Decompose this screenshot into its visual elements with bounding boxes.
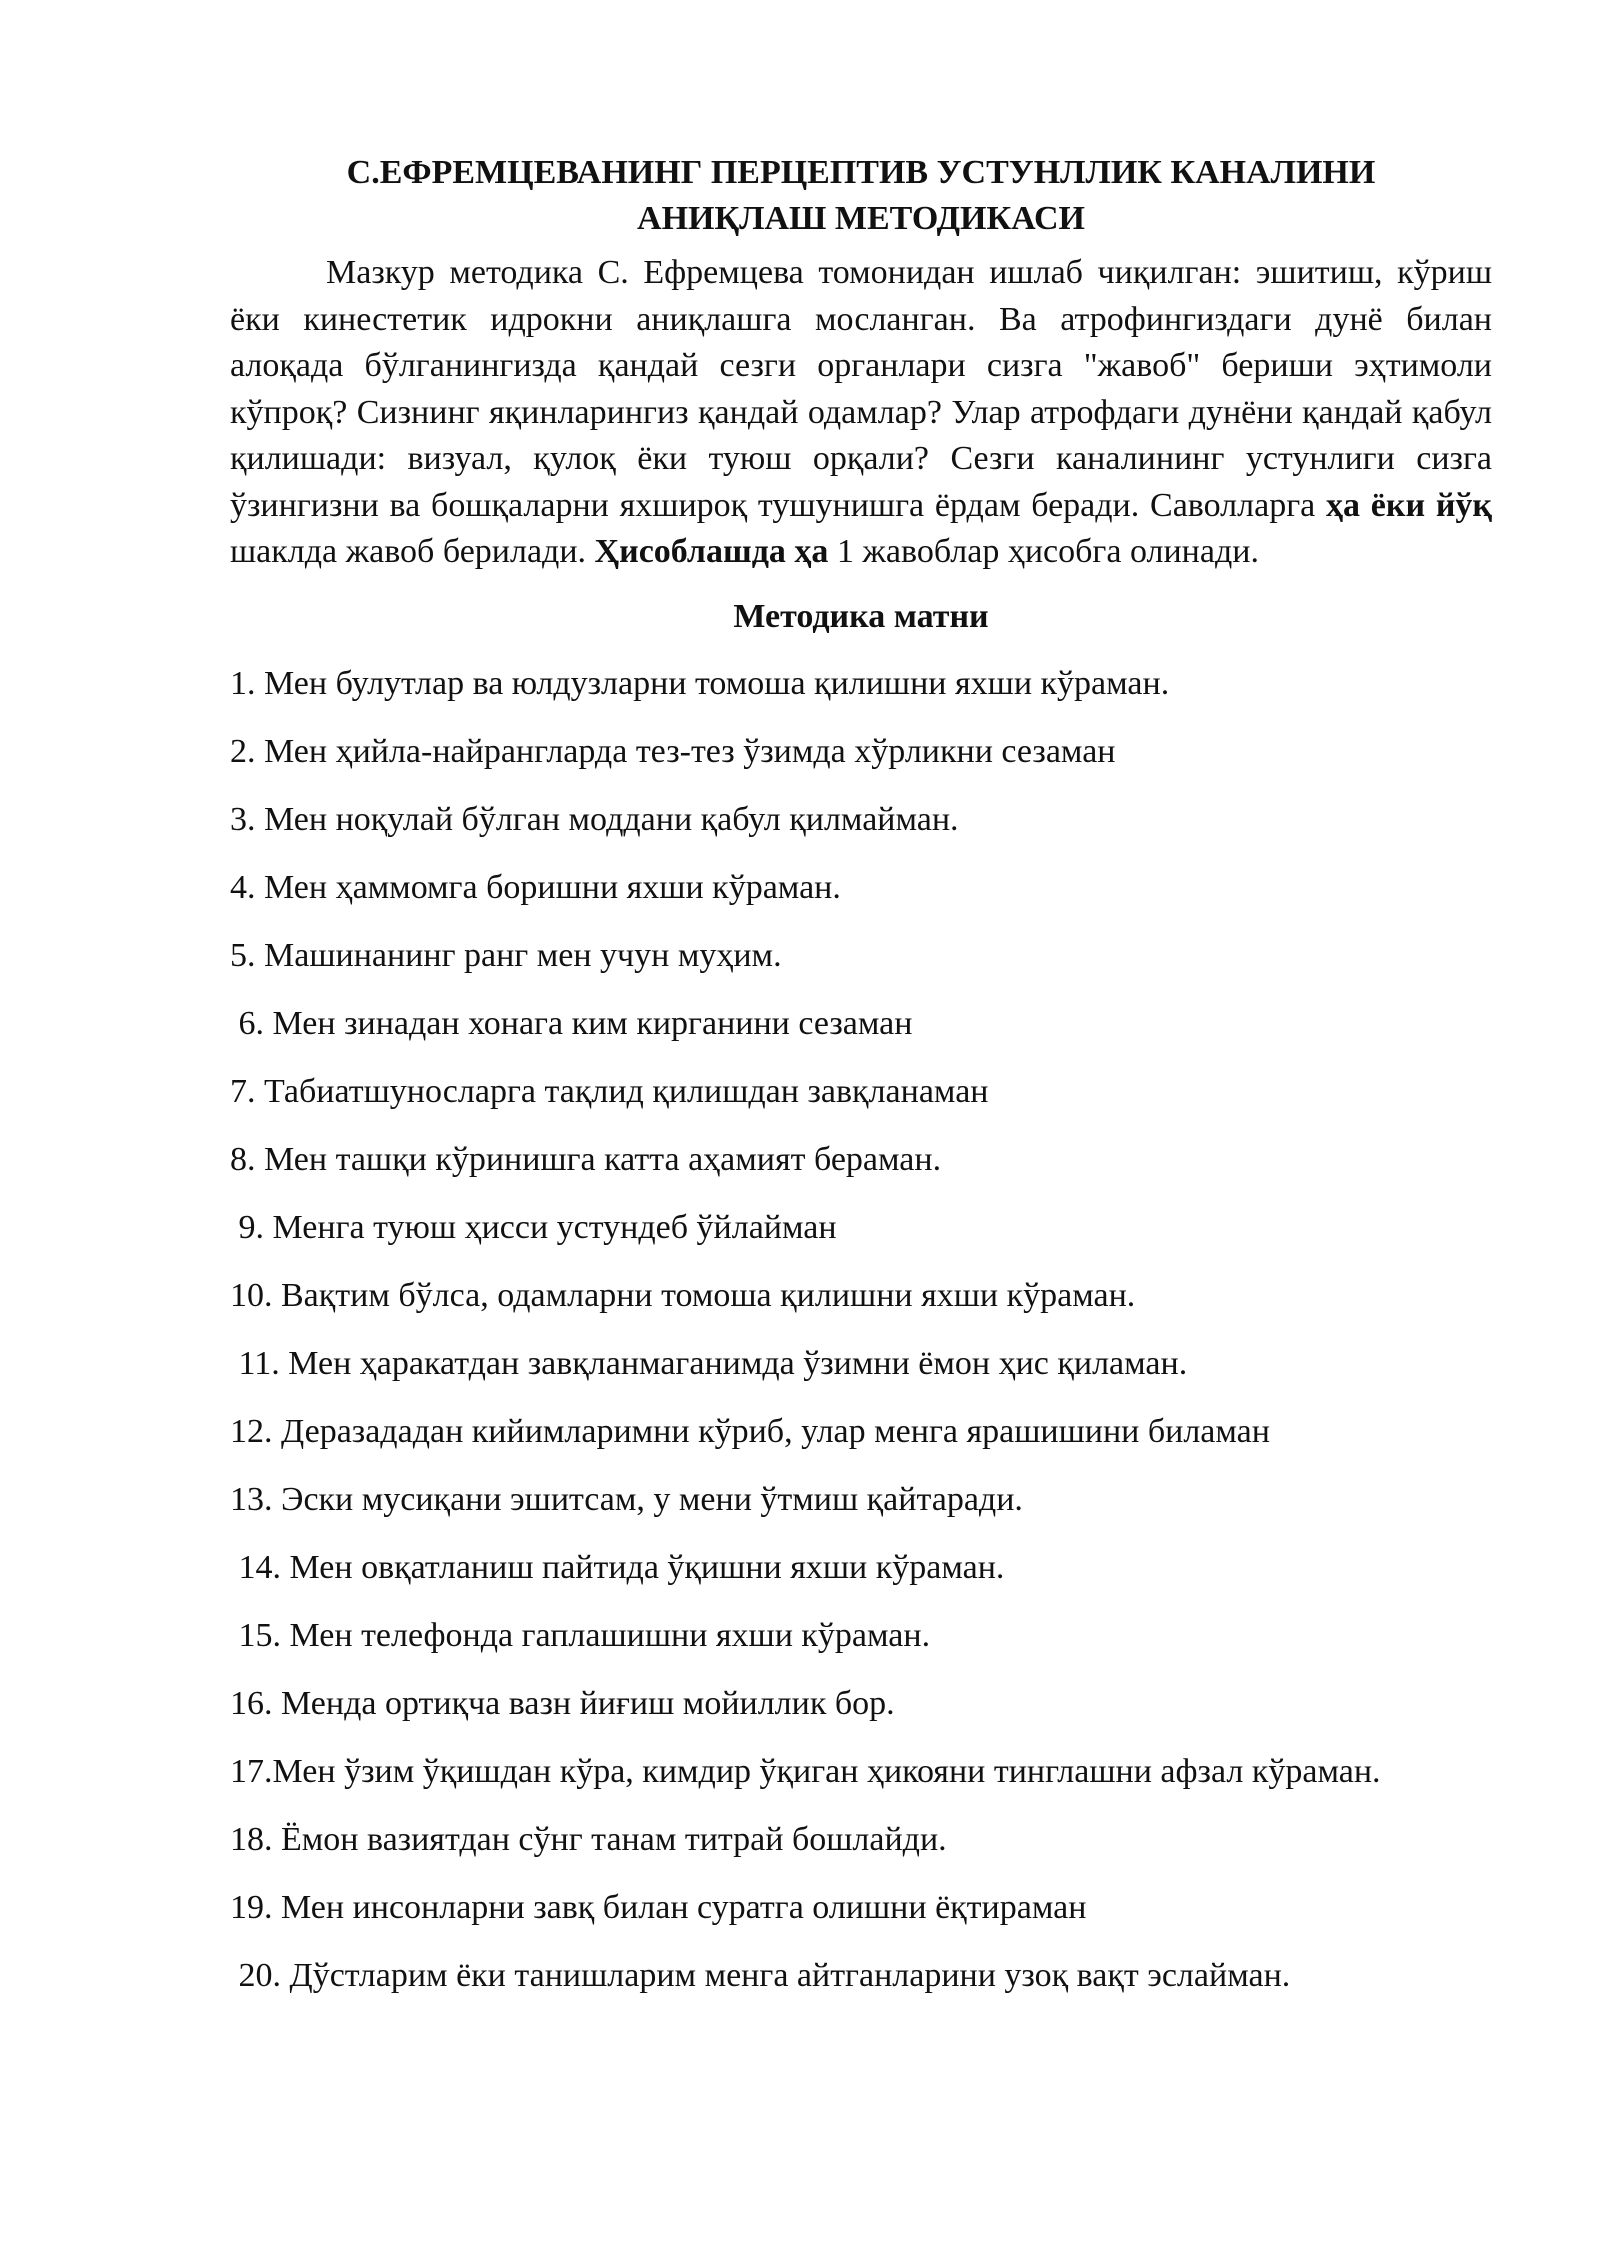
question-item: 10. Вақтим бўлса, одамларни томоша қилишни яхши кўраман.: [230, 1276, 1136, 1314]
question-item: 2. Мен ҳийла-найрангларда тез-тез ўзимда хўрликни сезаман: [230, 732, 1116, 770]
document-page: [230, 150, 1492, 2022]
section-subtitle: Методика матни: [733, 597, 989, 635]
question-item: 13. Эски мусиқани эшитсам, у мени ўтмиш қайтаради.: [230, 1480, 1023, 1518]
page-title: [230, 150, 1492, 242]
intro-text-2: шаклда жавоб берилади.: [230, 533, 595, 570]
title-line-1: С.ЕФРЕМЦЕВАНИНГ ПЕРЦЕПТИВ УСТУНЛЛИК КАНАЛИНИ: [346, 154, 1376, 191]
intro-bold-answer-options: ҳа ёки йўқ: [1326, 486, 1492, 524]
question-item: 8. Мен ташқи кўринишга катта аҳамият бераман.: [230, 1140, 942, 1178]
intro-bold-scoring: Ҳисоблашда ҳа: [594, 533, 829, 570]
question-item: 17.Мен ўзим ўқишдан кўра, кимдир ўқиган ҳикояни тинглашни афзал кўраман.: [230, 1752, 1381, 1790]
question-item: 12. Деразададан кийимларимни кўриб, улар менга ярашишини биламан: [230, 1412, 1270, 1450]
questions-list: [230, 662, 1492, 1998]
intro-paragraph: [230, 250, 1492, 576]
question-item: 3. Мен ноқулай бўлган моддани қабул қилмайман.: [230, 800, 959, 838]
question-item: 6. Мен зинадан хонага ким кирганини сезаман: [230, 1004, 913, 1042]
question-item: 1. Мен булутлар ва юлдузларни томоша қилишни яхши кўраман.: [230, 664, 1170, 702]
question-item: 11. Мен ҳаракатдан завқланмаганимда ўзимни ёмон ҳис қиламан.: [230, 1344, 1188, 1382]
question-item: 14. Мен овқатланиш пайтида ўқишни яхши кўраман.: [230, 1548, 1005, 1586]
intro-text-1: Мазкур методика С. Ефремцева томонидан ишлаб чиқилган: эшитиш, кўриш ёки кинестетик идрокни аниқлашга мосланган. Ва атрофингиздаги дунё билан алоқада бўлганингизда қандай сезги органлари сизга "жавоб" бериши эҳтимоли кўпроқ? Сизнинг яқинларингиз қандай одамлар? Улар атрофдаги дунёни қандай қабул қилишади: визуал, қулоқ ёки туюш орқали? Сезги каналининг устунлиги сизга ўзингизни ва бошқаларни яхшироқ тушунишга ёрдам беради. Саволларга: [230, 254, 1492, 524]
question-item: 7. Табиатшуносларга тақлид қилишдан завқланаман: [230, 1072, 989, 1110]
question-item: 16. Менда ортиқча вазн йиғиш мойиллик бор.: [230, 1684, 895, 1722]
question-item: 4. Мен ҳаммомга боришни яхши кўраман.: [230, 868, 841, 906]
intro-text-3: 1 жавоблар ҳисобга олинади.: [828, 533, 1259, 570]
question-item: 15. Мен телефонда гаплашишни яхши кўраман.: [230, 1616, 931, 1654]
title-line-2: АНИҚЛАШ МЕТОДИКАСИ: [637, 200, 1085, 237]
question-item: 5. Машинанинг ранг мен учун муҳим.: [230, 936, 782, 974]
question-item: 19. Мен инсонларни завқ билан суратга олишни ёқтираман: [230, 1888, 1087, 1926]
question-item: 20. Дўстларим ёки танишларим менга айтганларини узоқ вақт эслайман.: [230, 1956, 1291, 1994]
question-item: 18. Ёмон вазиятдан сўнг танам титрай бошлайди.: [230, 1820, 947, 1858]
question-item: 9. Менга туюш ҳисси устундеб ўйлайман: [230, 1208, 837, 1246]
